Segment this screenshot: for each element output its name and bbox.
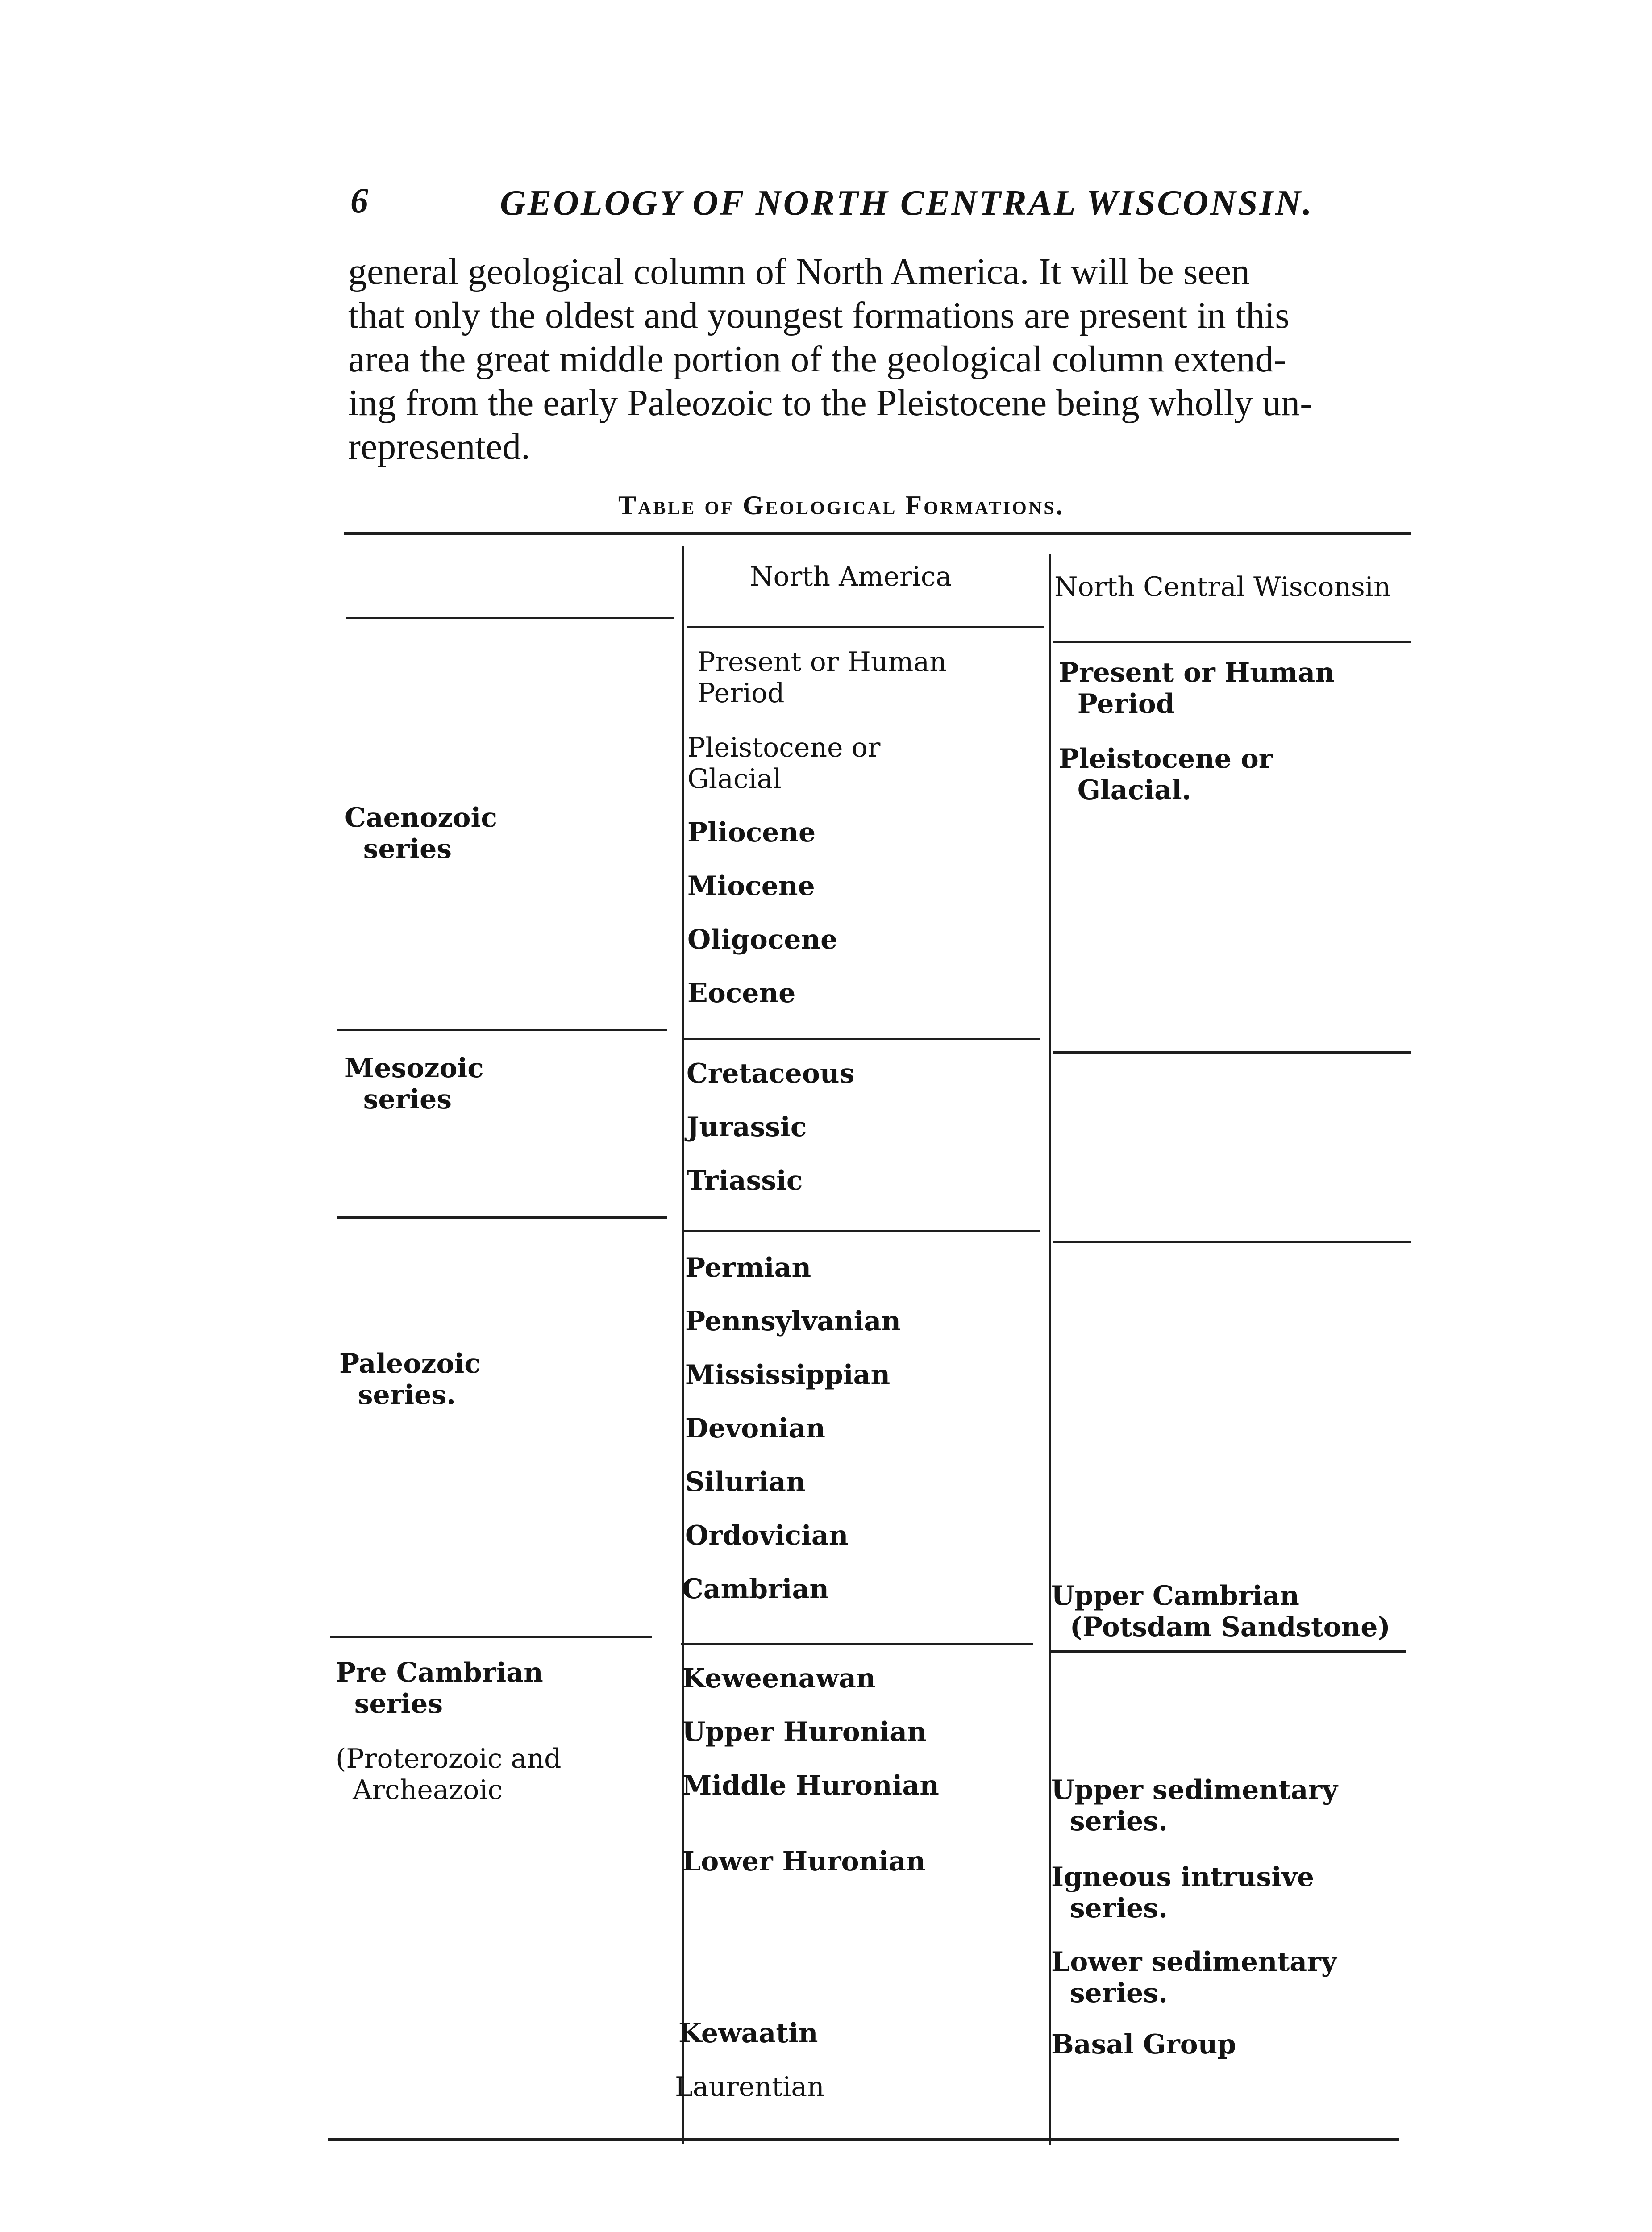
formation-wi: Present or Human Period [1059, 657, 1335, 720]
paragraph-line: area the great middle portion of the geological column extend- [348, 338, 1286, 380]
row-rule [346, 617, 674, 619]
paragraph-line: general geological column of North America. It will be seen [348, 251, 1250, 292]
formation-na: Ordovician [685, 1520, 849, 1551]
row-rule [683, 1230, 1040, 1232]
formation-wi: Upper Cambrian (Potsdam Sandstone) [1051, 1580, 1390, 1643]
formation-na: Kewaatin [678, 2018, 818, 2049]
row-rule [337, 1029, 667, 1031]
formation-na: Permian [685, 1252, 811, 1283]
page-number: 6 [350, 181, 370, 221]
column-header-north-america: North America [750, 561, 952, 592]
formation-na: Present or Human Period [697, 646, 947, 709]
formation-na: Laurentian [675, 2071, 824, 2103]
formation-na: Silurian [685, 1466, 806, 1498]
table-bottom-rule [328, 2138, 1399, 2141]
formation-na: Triassic [687, 1165, 803, 1196]
intro-paragraph [348, 250, 1422, 469]
row-rule [337, 1216, 667, 1219]
row-rule [1053, 1051, 1411, 1054]
formation-na: Middle Huronian [682, 1770, 939, 1801]
row-rule [330, 1636, 652, 1638]
formation-na: Cretaceous [687, 1058, 855, 1089]
series-label-paleozoic: Paleozoic series. [339, 1348, 481, 1411]
formation-na: Miocene [687, 870, 815, 902]
formation-na: Mississippian [685, 1359, 890, 1391]
series-label-mesozoic: Mesozoic series [345, 1053, 484, 1115]
formation-na: Upper Huronian [682, 1716, 927, 1748]
column-divider [682, 546, 684, 2144]
row-rule [1053, 1241, 1411, 1243]
formation-na: Pleistocene or Glacial [687, 732, 881, 795]
row-rule [1053, 641, 1411, 643]
series-label-precambrian: Pre Cambrian series [336, 1657, 543, 1720]
formation-na: Devonian [685, 1413, 826, 1444]
paragraph-line: that only the oldest and youngest formations are present in this [348, 295, 1290, 336]
paragraph-line: represented. [348, 426, 531, 467]
formation-na: Cambrian [682, 1574, 829, 1605]
row-rule [1051, 1650, 1406, 1653]
series-note-precambrian: (Proterozoic and Archeazoic [336, 1743, 562, 1806]
formation-wi: Upper sedimentary series. [1051, 1774, 1338, 1837]
series-label-caenozoic: Caenozoic series [345, 802, 497, 865]
formation-na: Oligocene [687, 924, 838, 955]
formation-na: Jurassic [687, 1112, 807, 1143]
formation-wi: Igneous intrusive series. [1051, 1861, 1315, 1924]
formation-na: Eocene [687, 978, 796, 1009]
formation-na: Pennsylvanian [685, 1306, 901, 1337]
paragraph-line: ing from the early Paleozoic to the Pleistocene being wholly un- [348, 382, 1313, 424]
formation-na: Keweenawan [682, 1663, 876, 1694]
row-rule [687, 626, 1044, 628]
row-rule [681, 1643, 1033, 1645]
table-top-rule [344, 532, 1411, 535]
formation-wi: Basal Group [1051, 2029, 1236, 2060]
column-header-wisconsin: North Central Wisconsin [1054, 571, 1391, 603]
formation-na: Pliocene [687, 817, 816, 848]
row-rule [683, 1038, 1040, 1040]
formation-na: Lower Huronian [682, 1846, 926, 1877]
table-caption: Table of Geological Formations. [618, 491, 1065, 520]
formation-wi: Pleistocene or Glacial. [1059, 743, 1273, 806]
formation-wi: Lower sedimentary series. [1051, 1946, 1337, 2009]
running-title: GEOLOGY OF NORTH CENTRAL WISCONSIN. [500, 183, 1314, 223]
